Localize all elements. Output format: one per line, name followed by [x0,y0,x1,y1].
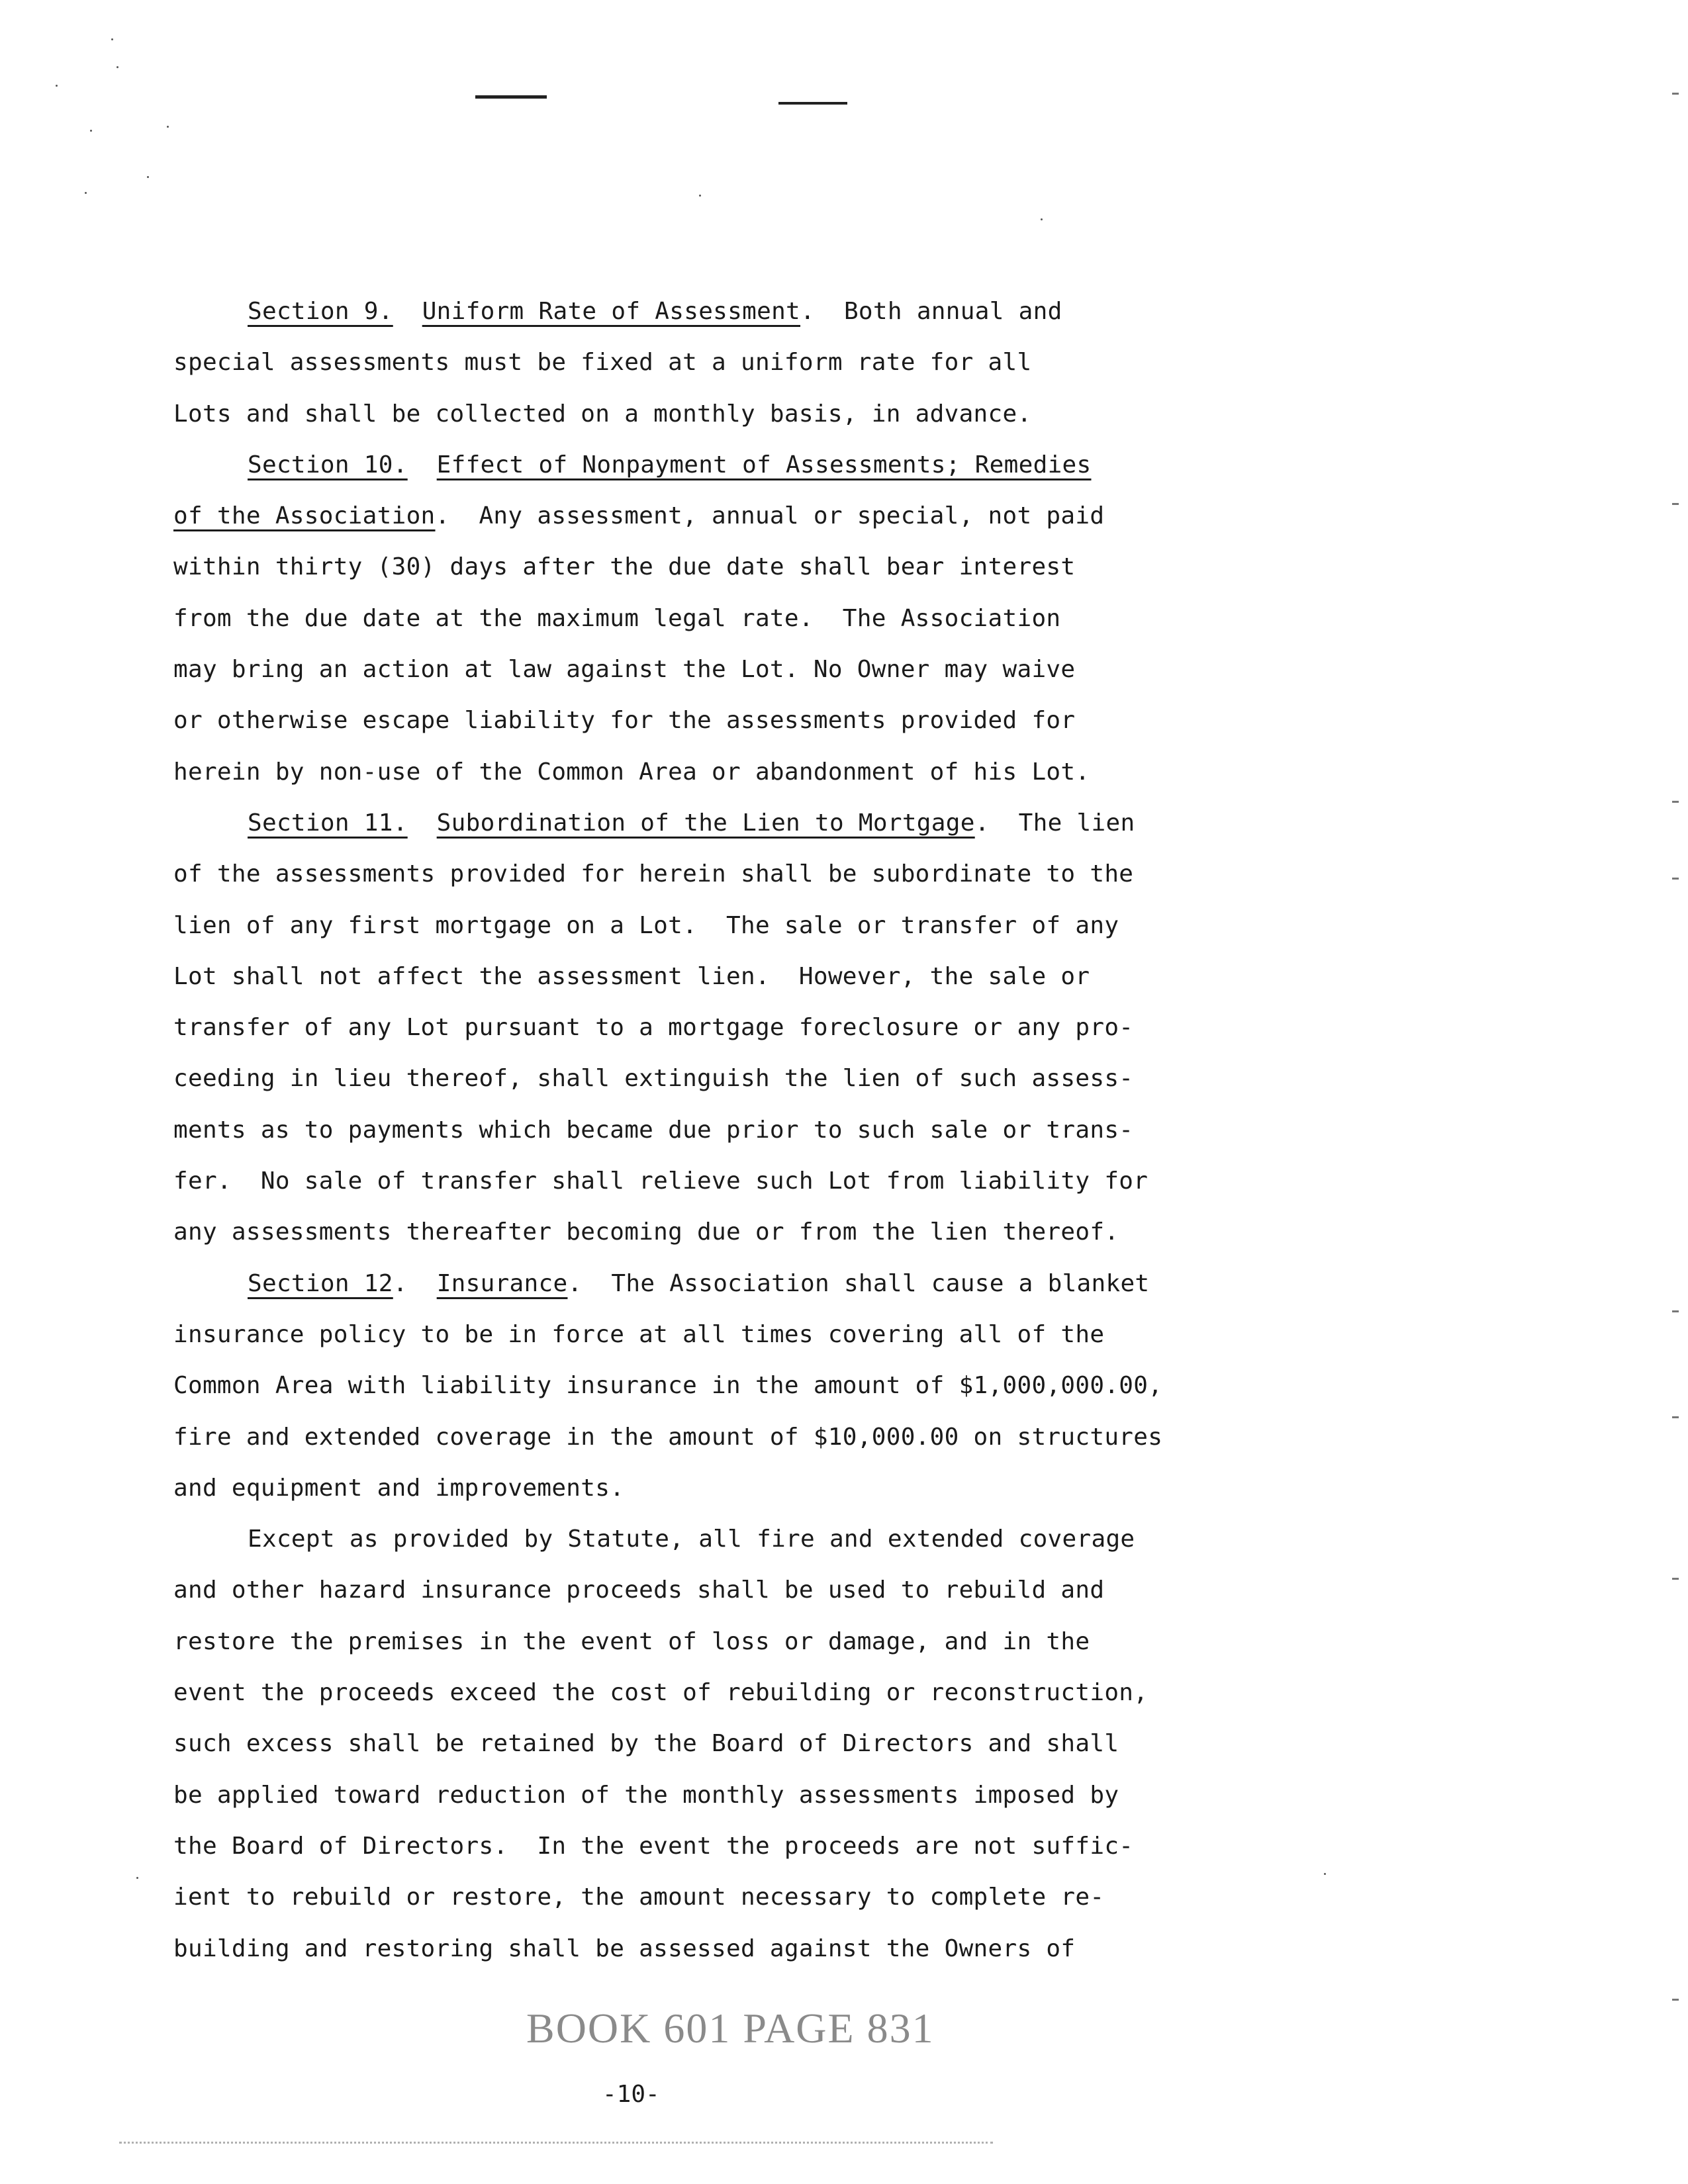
edge-mark [1672,1416,1679,1418]
scan-speck [147,176,149,178]
text-line: lien of any first mortgage on a Lot. The sale or transfer of any [173,911,1119,939]
section-10-heading-line [173,439,1226,490]
scan-speck [136,1877,138,1879]
text-line: fire and extended coverage in the amount of $10,000.00 on structures [173,1423,1163,1451]
text-line: within thirty (30) days after the due date shall bear interest [173,553,1076,581]
book-page-stamp: BOOK 601 PAGE 831 [526,2005,935,2052]
section-11-heading: Section 11. [248,809,408,837]
text-line: and other hazard insurance proceeds shall be used to rebuild and [173,1576,1105,1604]
edge-mark [1672,1999,1679,2001]
section-12-text: . The Association shall cause a blanket [567,1269,1150,1297]
section-10-heading: Section 10. [248,451,408,478]
text-line: herein by non-use of the Common Area or abandonment of his Lot. [173,758,1090,786]
text-line: ments as to payments which became due prior to such sale or trans- [173,1116,1134,1144]
scan-speck [1324,1873,1326,1875]
edge-mark [1672,878,1679,880]
edge-mark [1672,1578,1679,1580]
scan-bottom-dots [119,2142,993,2146]
text-line: Lot shall not affect the assessment lien. However, the sale or [173,962,1090,990]
text-line: ceeding in lieu thereof, shall extinguish the lien of such assess- [173,1065,1134,1093]
section-11-text: . The lien [974,809,1135,837]
text-line: special assessments must be fixed at a uniform rate for all [173,349,1032,377]
section-11-title: Subordination of the Lien to Mortgage [436,809,975,837]
section-9-heading-line [173,286,1226,337]
section-12-title: Insurance [436,1269,568,1297]
section-12-heading-punct: . [393,1269,408,1297]
scan-speck [85,192,87,194]
text-line: Common Area with liability insurance in the amount of $1,000,000.00, [173,1372,1163,1400]
text-line: restore the premises in the event of loss or damage, and in the [173,1627,1090,1655]
paragraph-first-line: Except as provided by Statute, all fire and extended coverage [248,1525,1135,1553]
scan-speck [699,195,701,197]
section-12-heading: Section 12 [248,1269,393,1297]
text-line: such excess shall be retained by the Board of Directors and shall [173,1730,1119,1758]
text-line: may bring an action at law against the Lot. No Owner may waive [173,656,1076,684]
text-line: event the proceeds exceed the cost of rebuilding or reconstruction, [173,1679,1149,1707]
section-9-title: Uniform Rate of Assessment [422,298,801,325]
text-line: or otherwise escape liability for the assessments provided for [173,707,1076,735]
section-9-text: . Both annual and [800,298,1062,325]
text-line: insurance policy to be in force at all times covering all of the [173,1320,1105,1348]
edge-mark [1672,93,1679,95]
text-line: be applied toward reduction of the monthly assessments imposed by [173,1781,1119,1809]
section-10-title-continued: of the Association [173,502,436,530]
text-line: from the due date at the maximum legal rate. The Association [173,604,1061,632]
scan-speck [56,85,58,87]
text-line: the Board of Directors. In the event the proceeds are not suffic- [173,1832,1134,1860]
text-line: any assessments thereafter becoming due or from the lien thereof. [173,1218,1119,1246]
edge-mark [1672,801,1679,803]
edge-mark [1672,1310,1679,1312]
section-11-heading-line [173,797,1226,848]
scan-mark [778,102,847,105]
section-10-title: Effect of Nonpayment of Assessments; Remedies [436,451,1092,478]
page-number: -10- [602,2081,660,2108]
scan-speck [90,130,92,132]
scan-mark [475,95,547,99]
edge-mark [1672,503,1679,505]
section-10-text: . Any assessment, annual or special, not paid [435,502,1105,530]
text-line: fer. No sale of transfer shall relieve such Lot from liability for [173,1167,1149,1195]
scan-speck [117,66,118,68]
document-body [173,286,1226,1974]
section-12-heading-line [173,1258,1226,1309]
text-line: Lots and shall be collected on a monthly basis, in advance. [173,400,1032,428]
text-line: ient to rebuild or restore, the amount necessary to complete re- [173,1884,1105,1911]
text-line: building and restoring shall be assessed against the Owners of [173,1934,1076,1962]
scan-speck [111,38,113,40]
text-line: transfer of any Lot pursuant to a mortgage foreclosure or any pro- [173,1014,1134,1042]
section-9-heading: Section 9. [248,298,393,325]
scan-speck [167,126,169,128]
text-line: and equipment and improvements. [173,1474,625,1502]
section-10-title-continued-line [173,490,1226,541]
text-line: of the assessments provided for herein shall be subordinate to the [173,860,1134,888]
scan-speck [1041,218,1043,220]
